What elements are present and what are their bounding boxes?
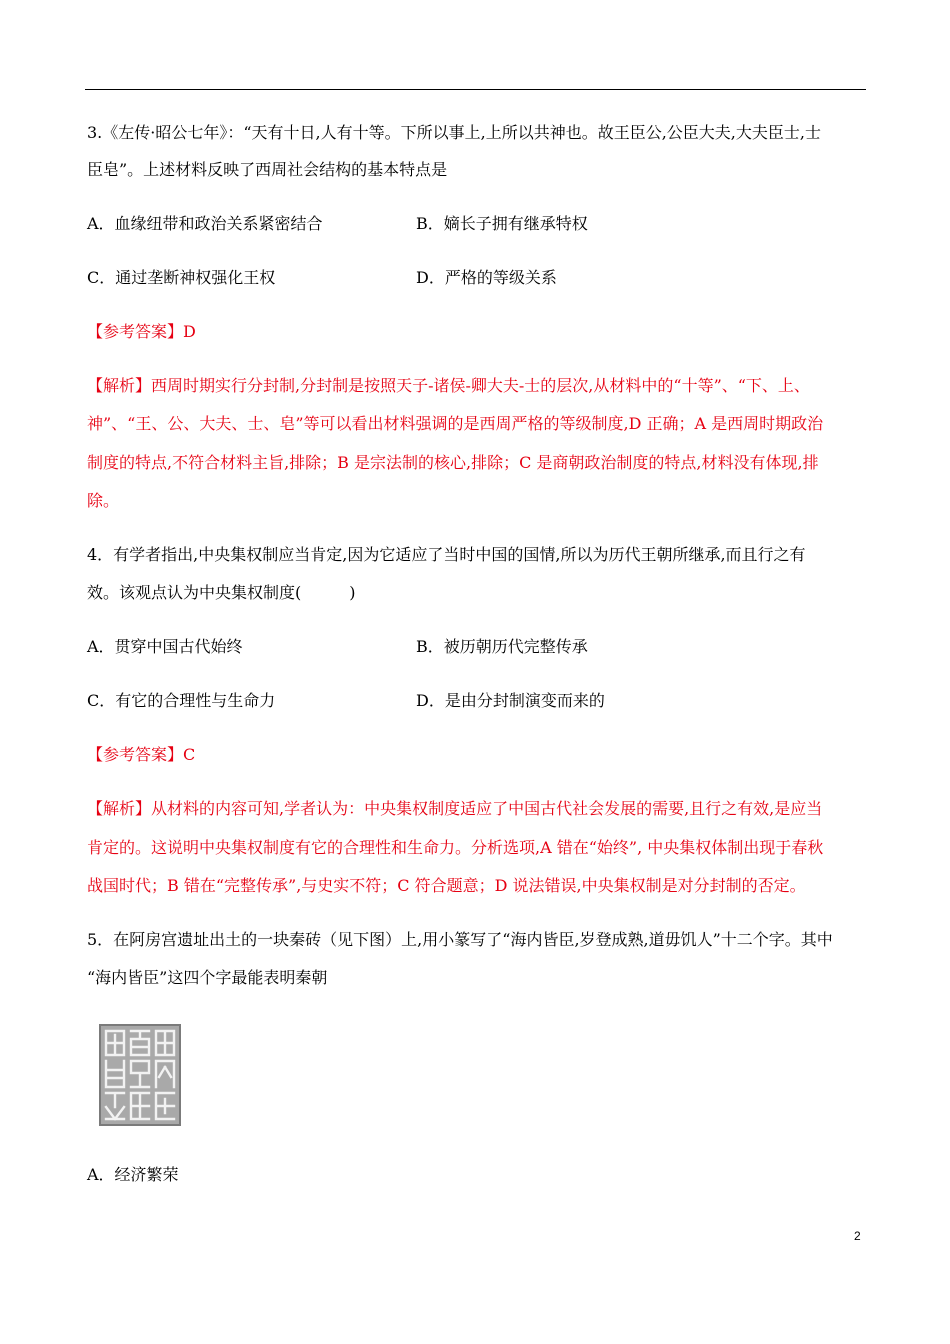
q4-stem-line-1: 4．有学者指出,中央集权制应当肯定,因为它适应了当时中国的国情,所以为历代王朝所继承,而且行之有 <box>87 545 806 564</box>
q5-stem-line-2: “海内皆臣”这四个字最能表明秦朝 <box>87 968 328 987</box>
q4-option-a: A．贯穿中国古代始终 <box>87 637 243 656</box>
q4-analysis-line-2: 肯定的。这说明中央集权制度有它的合理性和生命力。分析选项,A 错在“始终”, 中央集权体制出现于春秋 <box>87 838 824 857</box>
page-number: 2 <box>854 1229 861 1243</box>
q3-option-a: A．血缘纽带和政治关系紧密结合 <box>87 214 323 233</box>
q4-option-b: B．被历朝历代完整传承 <box>416 637 588 656</box>
q4-option-d: D．是由分封制演变而来的 <box>416 691 605 710</box>
q4-answer-value: C <box>183 745 196 764</box>
q4-analysis-line-3: 战国时代；B 错在“完整传承”,与史实不符；C 符合题意；D 说法错误,中央集权制是对分封制的否定。 <box>87 876 806 895</box>
q4-answer-label: 【参考答案】 <box>87 745 184 764</box>
q4-stem-line-2: 效。该观点认为中央集权制度( ) <box>87 583 356 602</box>
q3-option-c: C．通过垄断神权强化王权 <box>87 268 276 287</box>
q3-answer <box>87 322 196 342</box>
q4-answer <box>87 745 195 765</box>
q3-analysis-line-3: 制度的特点,不符合材料主旨,排除；B 是宗法制的核心,排除；C 是商朝政治制度的特点,材料没有体现,排 <box>87 453 819 472</box>
qin-brick-image <box>99 1024 181 1126</box>
q3-analysis-line-4: 除。 <box>87 491 120 510</box>
q4-analysis-line-1: 【解析】从材料的内容可知,学者认为：中央集权制度适应了中国古代社会发展的需要,且行之有效,是应当 <box>87 799 823 818</box>
q4-option-c: C．有它的合理性与生命力 <box>87 691 276 710</box>
q3-stem-line-1: 3.《左传·昭公七年》：“天有十日,人有十等。下所以事上,上所以共神也。故王臣公,公臣大夫,大夫臣士,士 <box>87 123 821 142</box>
seal-script-glyphs <box>101 1026 179 1124</box>
q3-analysis-line-1: 【解析】西周时期实行分封制,分封制是按照天子-诸侯-卿大夫-士的层次,从材料中的“十等”、“下、上、 <box>87 376 810 395</box>
q5-option-a: A．经济繁荣 <box>87 1165 179 1184</box>
q3-option-d: D．严格的等级关系 <box>416 268 557 287</box>
q3-stem-line-2: 臣皂”。上述材料反映了西周社会结构的基本特点是 <box>87 160 448 179</box>
q3-answer-label: 【参考答案】 <box>87 322 184 341</box>
header-rule <box>85 89 866 90</box>
q5-stem-line-1: 5．在阿房宫遗址出土的一块秦砖（见下图）上,用小篆写了“海内皆臣,岁登成熟,道毋饥人”十二个字。其中 <box>87 930 833 949</box>
q3-analysis-line-2: 神”、“王、公、大夫、士、皂”等可以看出材料强调的是西周严格的等级制度,D 正确；A 是西周时期政治 <box>87 414 824 433</box>
q3-answer-value: D <box>183 322 196 341</box>
q3-option-b: B．嫡长子拥有继承特权 <box>416 214 588 233</box>
